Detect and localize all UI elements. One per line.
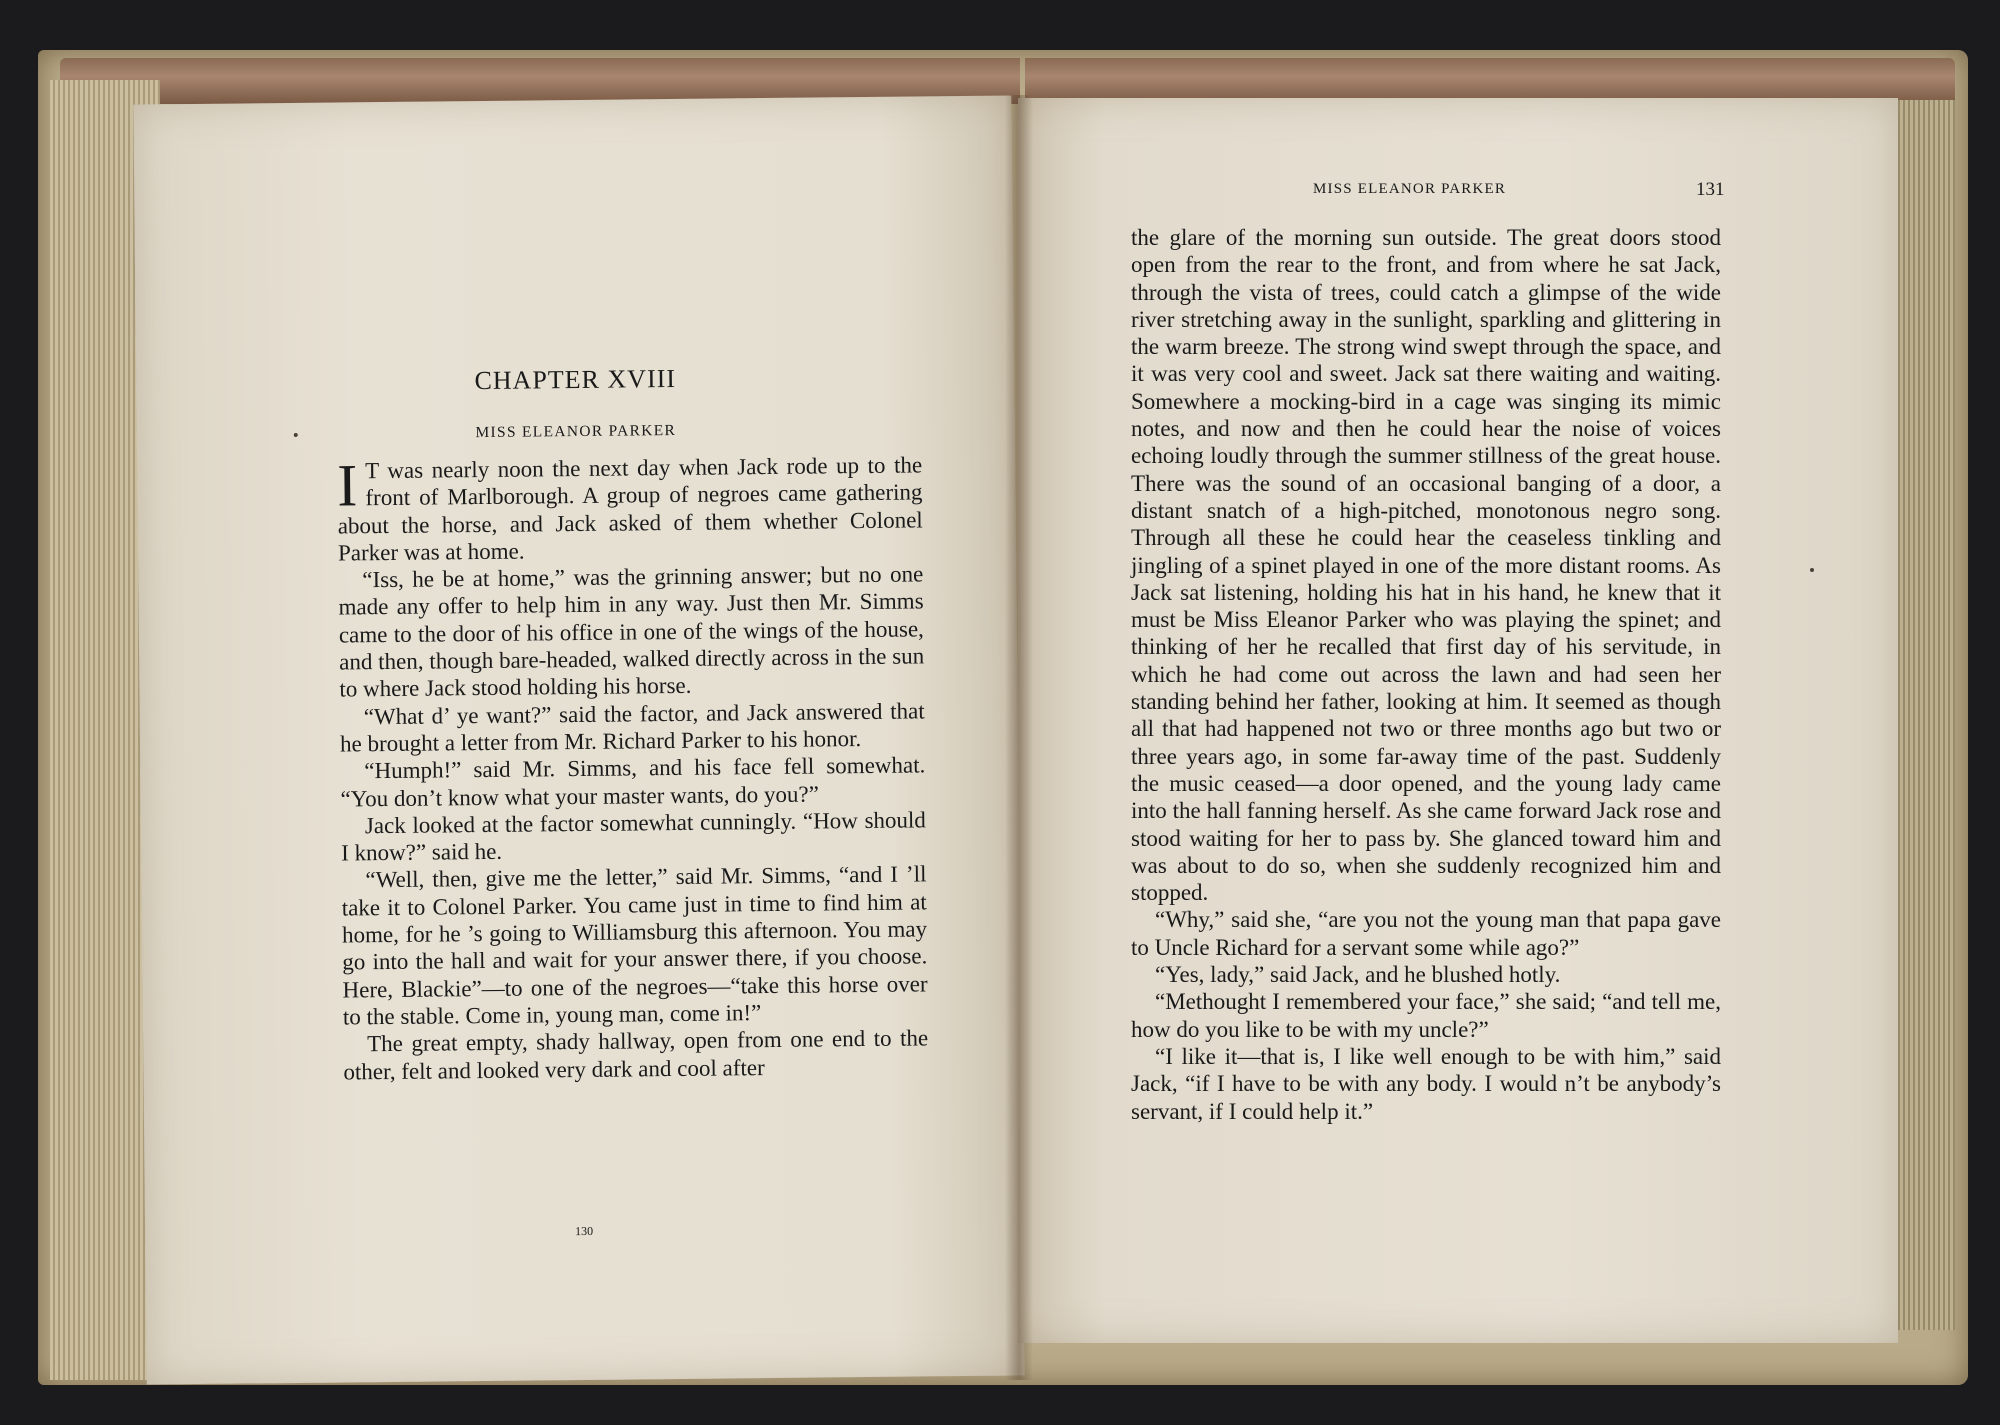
running-head: MISS ELEANOR PARKER: [1313, 181, 1507, 197]
paragraph: [337, 451, 923, 566]
paragraph: “Methought I remembered your face,” she said; “and tell me, how do you like to be with my uncle?”: [1131, 989, 1721, 1042]
paragraph: “I like it—that is, I like well enough to be with him,” said Jack, “if I have to be with any body. I would n’t be anybody’s servant, if I could help it.”: [1131, 1043, 1721, 1124]
paragraph: The great empty, shady hallway, open from one end to the other, felt and looked very dark and cool after: [343, 1025, 929, 1085]
paragraph: the glare of the morning sun outside. The great doors stood open from the rear to the front, and from where he sat Jack, through the vista of trees, could catch a glimpse of the wide river stretching away in the sunlight, sparkling and glittering in the warm breeze. The strong wind swept through the space, and it was very cool and sweet. Jack sat there waiting and waiting. Somewhere a mocking-bird in a cage was singing its mimic notes, and now and then he could hear the noise of voices echoing loudly through the summer stillness of the great house. There was the sound of an occasional banging of a door, a distant snatch of a high-pitched, monotonous negro song. Through all these he could hear the ceaseless tinkling and jingling of a spinet played in one of the more distant rooms. As Jack sat listening, holding his hat in his hand, he knew that it must be Miss Eleanor Parker who was playing the spinet; and thinking of her he recalled that first day of his servitude, in which he had come out across the lawn and had seen her standing behind her father, looking at him. It seemed as though all that had happened not two or three months ago but two or three years ago, in some far-away time of the past. Suddenly the music ceased—a door opened, and the young lady came into the hall fanning herself. As she came forward Jack rose and stood waiting for her to pass by. She glanced toward him and was about to do so, when she suddenly recognized him and stopped.: [1131, 225, 1721, 906]
paragraph-text: T was nearly noon the next day when Jack rode up to the front of Marlborough. A group of negroes came gathering about the horse, and Jack asked of them whether Colonel Parker was at home.: [337, 452, 923, 566]
book-gutter: [1005, 95, 1033, 1380]
paragraph: “Why,” said she, “are you not the young man that papa gave to Uncle Richard for a servant some while ago?”: [1131, 907, 1721, 960]
left-page: [133, 95, 1024, 1384]
left-page-body: [337, 451, 929, 1085]
page-number: 131: [1696, 179, 1725, 200]
page-number: 130: [575, 1223, 594, 1239]
paper-speck: [1810, 568, 1814, 572]
paragraph: “What d’ ye want?” said the factor, and Jack answered that he brought a letter from Mr. Richard Parker to his honor.: [339, 698, 925, 757]
chapter-title: CHAPTER XVIII: [474, 363, 677, 396]
paragraph: “Well, then, give me the letter,” said Mr. Simms, “and I ’ll take it to Colonel Parker. You came just in time to find him at home, for he ’s going to Williamsburg this afternoon. You may go into the hall and wait for your answer there, if you choose. Here, Blackie”—to one of the negroes—“take this horse over to the stable. Come in, young man, come in!”: [341, 861, 928, 1030]
paragraph: “Yes, lady,” said Jack, and he blushed hotly.: [1155, 962, 1561, 988]
chapter-subtitle: MISS ELEANOR PARKER: [475, 421, 677, 442]
paragraph: Jack looked at the factor somewhat cunningly. “How should I know?” said he.: [341, 807, 926, 866]
right-page: [1018, 98, 1898, 1343]
paragraph: “Humph!” said Mr. Simms, and his face fell somewhat. “You don’t know what your master wants, do you?”: [340, 752, 926, 812]
right-page-body: [1131, 224, 1721, 1125]
paragraph: “Iss, he be at home,” was the grinning answer; but no one made any offer to help him in any way. Just then Mr. Simms came to the door of his office in one of the wings of the house, and then, though bare-headed, walked directly across in the sun to where Jack stood holding his horse.: [338, 561, 925, 702]
paper-speck: [294, 433, 298, 437]
drop-cap: I: [336, 452, 358, 519]
